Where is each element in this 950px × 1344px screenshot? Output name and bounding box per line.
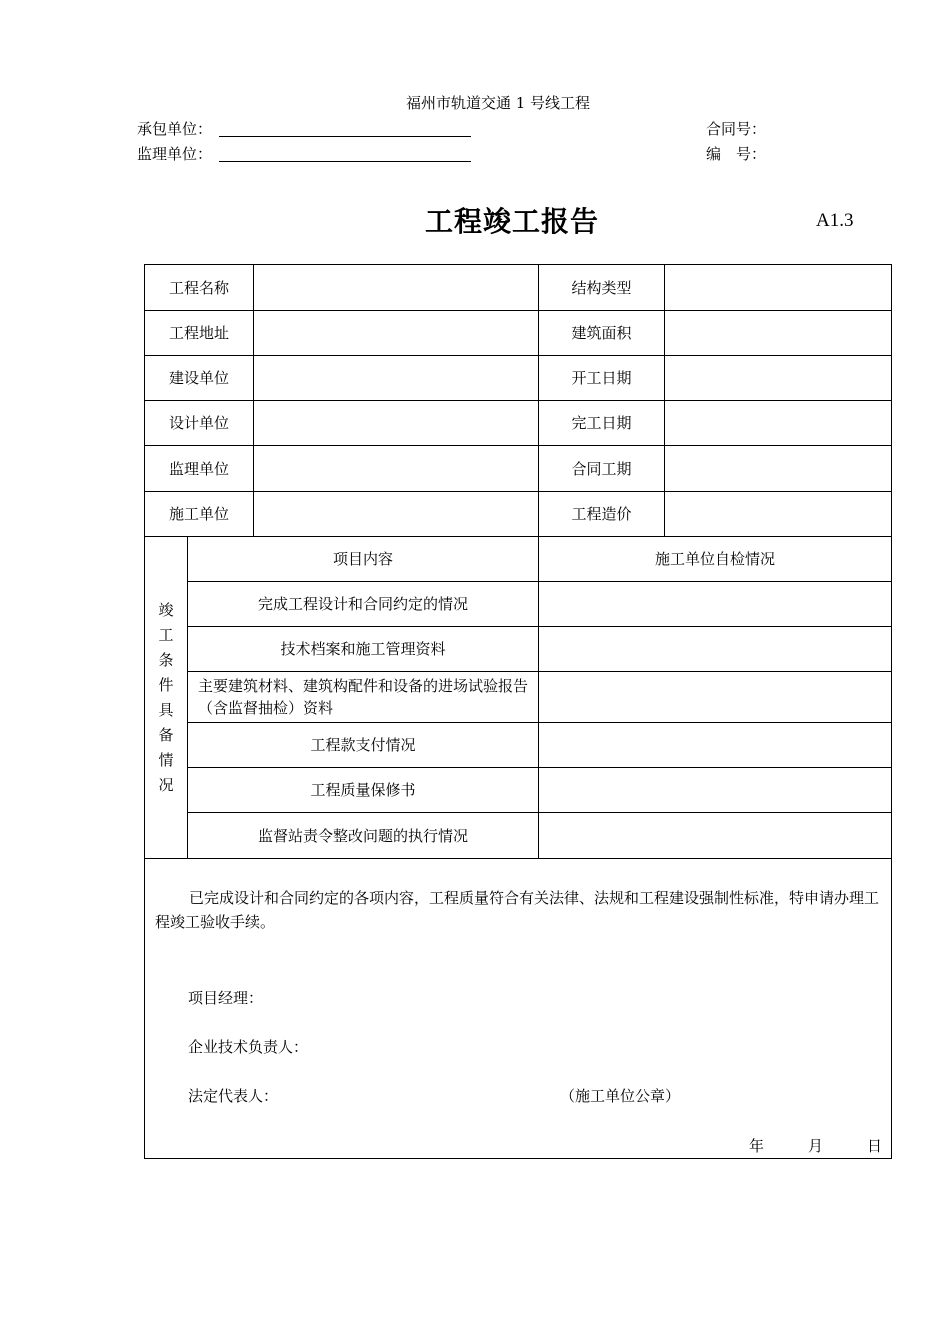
self-check-field[interactable] [539,627,892,672]
info-label: 工程地址 [145,311,254,356]
conditions-header-row [145,537,892,582]
completion-report-table [144,264,892,1159]
side-label-char: 情 [158,750,174,769]
condition-row [145,627,892,672]
info-row [145,265,892,311]
info-row [145,311,892,356]
condition-row [145,672,892,723]
side-label-char: 备 [158,725,174,744]
side-label-char: 工 [158,625,174,644]
info-label: 设计单位 [145,401,254,446]
condition-item: 工程质量保修书 [188,768,539,813]
info-value-field[interactable] [254,492,539,537]
info-label: 合同工期 [539,446,665,492]
info-value-field[interactable] [665,492,892,537]
info-value-field[interactable] [254,356,539,401]
serial-no-label: 编 号： [706,145,767,163]
condition-item: 技术档案和施工管理资料 [188,627,539,672]
self-check-field[interactable] [539,723,892,768]
info-label: 结构类型 [539,265,665,311]
info-value-field[interactable] [665,311,892,356]
info-row [145,356,892,401]
info-value-field[interactable] [665,401,892,446]
self-check-field[interactable] [539,672,892,723]
condition-item: 监督站责令整改问题的执行情况 [188,813,539,859]
condition-item: 工程款支付情况 [188,723,539,768]
side-label-char: 竣 [158,600,174,619]
condition-row [145,768,892,813]
info-label: 开工日期 [539,356,665,401]
column-header-item: 项目内容 [188,537,539,582]
contractor-field[interactable] [219,136,471,137]
self-check-field[interactable] [539,813,892,859]
self-check-field[interactable] [539,582,892,627]
info-value-field[interactable] [254,401,539,446]
supervisor-label: 监理单位： [137,145,213,163]
info-label: 监理单位 [145,446,254,492]
info-label: 建筑面积 [539,311,665,356]
condition-row [145,582,892,627]
condition-row [145,723,892,768]
info-value-field[interactable] [254,446,539,492]
date-year: 年 [749,1137,765,1155]
project-name: 福州市轨道交通 1 号线工程 [405,94,591,112]
info-label: 完工日期 [539,401,665,446]
company-seal-label: （施工单位公章） [560,1087,681,1105]
declaration-cell [145,859,892,1159]
declaration-statement: 已完成设计和合同约定的各项内容，工程质量符合有关法律、法规和工程建设强制性标准，特申请办理工程竣工验收手续。 [155,889,880,931]
supervisor-field[interactable] [219,161,471,162]
info-label: 工程造价 [539,492,665,537]
info-row [145,401,892,446]
side-label-char: 况 [158,775,174,794]
info-value-field[interactable] [665,356,892,401]
side-label-char: 件 [158,675,174,694]
self-check-field[interactable] [539,768,892,813]
conditions-side-label [145,537,188,859]
project-manager-label: 项目经理： [188,989,264,1007]
info-label: 工程名称 [145,265,254,311]
info-value-field[interactable] [665,265,892,311]
side-label-char: 条 [158,650,174,669]
column-header-check: 施工单位自检情况 [539,537,892,582]
info-value-field[interactable] [254,311,539,356]
contractor-label: 承包单位： [137,120,213,138]
condition-item: 主要建筑材料、建筑构配件和设备的进场试验报告（含监督抽检）资料 [188,672,539,723]
info-value-field[interactable] [254,265,539,311]
info-label: 施工单位 [145,492,254,537]
side-label-char: 具 [158,700,174,719]
tech-lead-label: 企业技术负责人： [188,1038,309,1056]
form-code: A1.3 [816,210,854,231]
info-row [145,446,892,492]
condition-item: 完成工程设计和合同约定的情况 [188,582,539,627]
contract-no-label: 合同号： [706,120,767,138]
condition-row [145,813,892,859]
date-day: 日 [867,1137,883,1155]
info-row [145,492,892,537]
info-label: 建设单位 [145,356,254,401]
date-month: 月 [808,1137,824,1155]
declaration-row [145,859,892,1159]
info-value-field[interactable] [665,446,892,492]
legal-rep-label: 法定代表人： [188,1087,279,1105]
form-title: 工程竣工报告 [424,205,599,238]
